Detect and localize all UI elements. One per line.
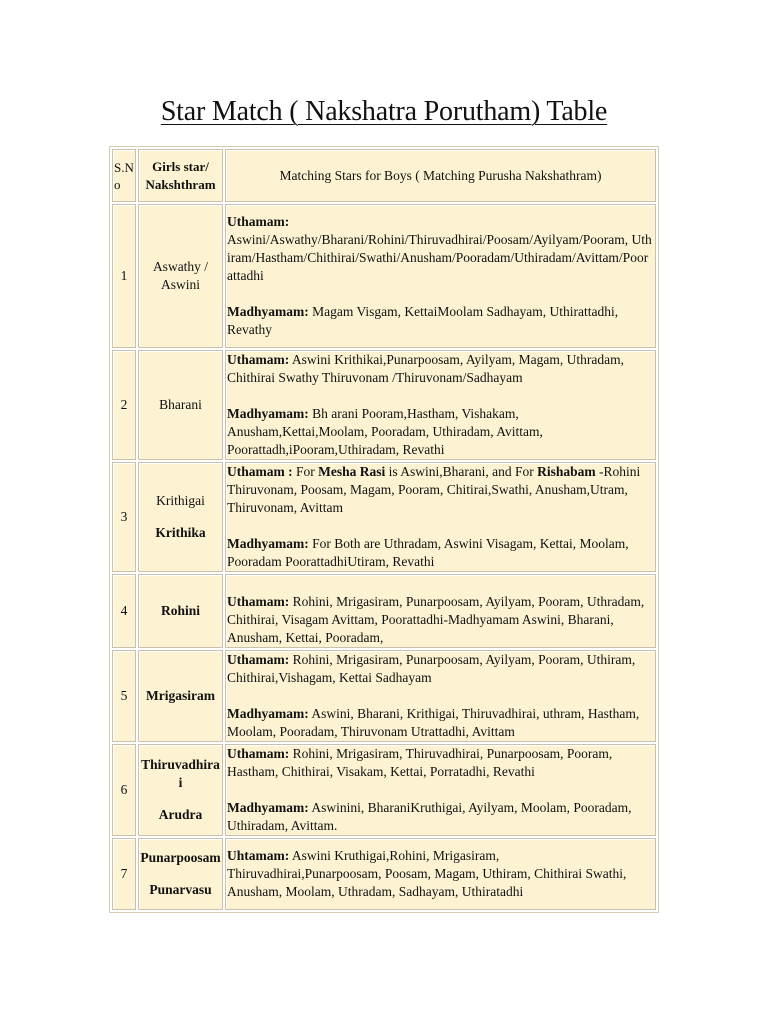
girls-star-line: Bharani xyxy=(159,397,202,412)
girls-star-line: Krithika xyxy=(155,525,206,540)
uthamam-label: Uthamam: xyxy=(227,214,290,229)
uthamam-text: Aswini Krithikai,Punarpoosam, Ayilyam, Magam, Uthradam, Chithirai Swathy Thiruvonam /Thiruvonam/Sadhayam xyxy=(227,352,624,385)
row-sno: 3 xyxy=(112,462,136,572)
header-matching-stars: Matching Stars for Boys ( Matching Purusha Nakshathram) xyxy=(225,149,656,202)
madhyamam-text: Magam Visgam, KettaiMoolam Sadhayam, Uthirattadhi, Revathy xyxy=(227,304,619,337)
uthamam-block xyxy=(227,745,654,781)
table-row xyxy=(112,744,656,836)
madhyamam-block xyxy=(227,303,654,339)
spacer xyxy=(227,285,654,303)
row-girls-star xyxy=(138,838,223,910)
row-girls-star xyxy=(138,574,223,648)
madhyamam-text: Bh arani Pooram,Hastham, Vishakam, Anusham,Kettai,Moolam, Pooradam, Uthiradam, Avittam, Poorattadh,iPooram,Uthiradam, Revathi xyxy=(227,406,543,457)
spacer xyxy=(227,517,654,535)
uthamam-text: Aswini/Aswathy/Bharani/Rohini/Thiruvadhirai/Poosam/Ayilyam/Pooram, Uthiram/Hastham/Chithirai/Swathi/Anusham/Pooradam/Uthiradam/Avittam/Poorattadhi xyxy=(227,232,652,283)
header-sno: S.No xyxy=(112,149,136,202)
row-sno: 6 xyxy=(112,744,136,836)
row-girls-star xyxy=(138,650,223,742)
row-sno: 4 xyxy=(112,574,136,648)
table-row xyxy=(112,350,656,460)
table-row xyxy=(112,204,656,348)
madhyamam-block xyxy=(227,705,654,741)
girls-star-line: Rohini xyxy=(160,603,201,618)
row-sno: 2 xyxy=(112,350,136,460)
madhyamam-block xyxy=(227,799,654,835)
madhyamam-text: Aswini, Bharani, Krithigai, Thiruvadhirai, uthram, Hastham, Moolam, Pooradam, Thiruvonam Utrattadhi, Avittam xyxy=(227,706,640,739)
table-row xyxy=(112,574,656,648)
madhyamam-label: Madhyamam: xyxy=(227,304,309,319)
rasi-mesha: Mesha Rasi xyxy=(318,464,386,479)
uthamam-prefix: For xyxy=(296,464,315,479)
uthamam-block xyxy=(227,213,654,285)
girls-star-line: Thiruvadhirai xyxy=(141,757,220,790)
uthamam-text: Rohini, Mrigasiram, Punarpoosam, Ayilyam, Pooram, Uthiram, Chithirai,Vishagam, Kettai Sadhayam xyxy=(227,652,636,685)
uthamam-block xyxy=(227,847,654,901)
row-sno: 7 xyxy=(112,838,136,910)
uthamam-label: Uthamam: xyxy=(227,594,290,609)
header-girls-star: Girls star/ Nakshthram xyxy=(138,149,223,202)
row-matching-stars xyxy=(225,650,656,742)
madhyamam-text: Aswinini, BharaniKruthigai, Ayilyam, Moolam, Pooradam, Uthiradam, Avittam. xyxy=(227,800,632,833)
madhyamam-label: Madhyamam: xyxy=(227,536,309,551)
row-sno: 1 xyxy=(112,204,136,348)
uthamam-text: Aswini Kruthigai,Rohini, Mrigasiram, Thiruvadhirai,Punarpoosam, Poosam, Magam, Uthiram, Chithirai Swathi, Anusham, Moolam, Uthradam, Sadhayam, Uthiratadhi xyxy=(227,848,627,899)
row-matching-stars xyxy=(225,204,656,348)
uthamam-label: Uthamam: xyxy=(227,652,290,667)
madhyamam-label: Madhyamam: xyxy=(227,706,309,721)
row-girls-star xyxy=(138,744,223,836)
table-header-row xyxy=(112,149,656,202)
girls-star-line: Punarvasu xyxy=(149,882,212,897)
girls-star-line: Aswini xyxy=(160,277,200,292)
row-matching-stars xyxy=(225,574,656,648)
rasi-rishabam: Rishabam xyxy=(537,464,596,479)
table-row xyxy=(112,650,656,742)
row-matching-stars xyxy=(225,462,656,572)
table-row xyxy=(112,838,656,910)
star-match-table xyxy=(109,146,659,913)
row-matching-stars xyxy=(225,744,656,836)
uthamam-text: Rohini, Mrigasiram, Thiruvadhirai, Punarpoosam, Pooram, Hastham, Chithirai, Visakam, Kettai, Porratadhi, Revathi xyxy=(227,746,613,779)
spacer xyxy=(227,387,654,405)
madhyamam-block xyxy=(227,535,654,571)
row-sno: 5 xyxy=(112,650,136,742)
girls-star-line: Punarpoosam xyxy=(140,850,221,865)
row-girls-star xyxy=(138,204,223,348)
uthamam-block xyxy=(227,351,654,387)
row-matching-stars xyxy=(225,350,656,460)
page-title: Star Match ( Nakshatra Porutham) Table xyxy=(160,96,608,127)
uthamam-block xyxy=(227,463,654,517)
madhyamam-text: For Both are Uthradam, Aswini Visagam, Kettai, Moolam, Pooradam PoorattadhiUtiram, Revathi xyxy=(227,536,629,569)
row-matching-stars xyxy=(225,838,656,910)
uthamam-middle: is Aswini,Bharani, and For xyxy=(388,464,534,479)
table-row xyxy=(112,462,656,572)
girls-star-line: Aswathy / xyxy=(152,259,209,274)
girls-star-line: Krithigai xyxy=(156,493,205,508)
row-girls-star xyxy=(138,462,223,572)
uthamam-block xyxy=(227,593,654,647)
uthamam-label: Uthamam: xyxy=(227,352,290,367)
row-girls-star xyxy=(138,350,223,460)
girls-star-line: Mrigasiram xyxy=(146,688,215,703)
madhyamam-label: Madhyamam: xyxy=(227,800,309,815)
uthamam-text: Rohini, Mrigasiram, Punarpoosam, Ayilyam, Pooram, Uthradam, Chithirai, Visagam Avittam, Poorattadhi-Madhyamam Aswini, Bharani, Anusham, Kettai, Pooradam, xyxy=(227,594,645,645)
uthamam-text: -Rohini Thiruvonam, Poosam, Magam, Pooram, Chitirai,Swathi, Anusham,Utram, Thiruvonam, Avittam xyxy=(227,464,641,515)
uthamam-label: Uthamam : xyxy=(227,464,293,479)
girls-star-line: Arudra xyxy=(158,807,203,822)
uthamam-label: Uhtamam: xyxy=(227,848,290,863)
uthamam-block xyxy=(227,651,654,687)
madhyamam-label: Madhyamam: xyxy=(227,406,309,421)
spacer xyxy=(227,687,654,705)
madhyamam-block xyxy=(227,405,654,459)
uthamam-label: Uthamam: xyxy=(227,746,290,761)
spacer xyxy=(227,781,654,799)
